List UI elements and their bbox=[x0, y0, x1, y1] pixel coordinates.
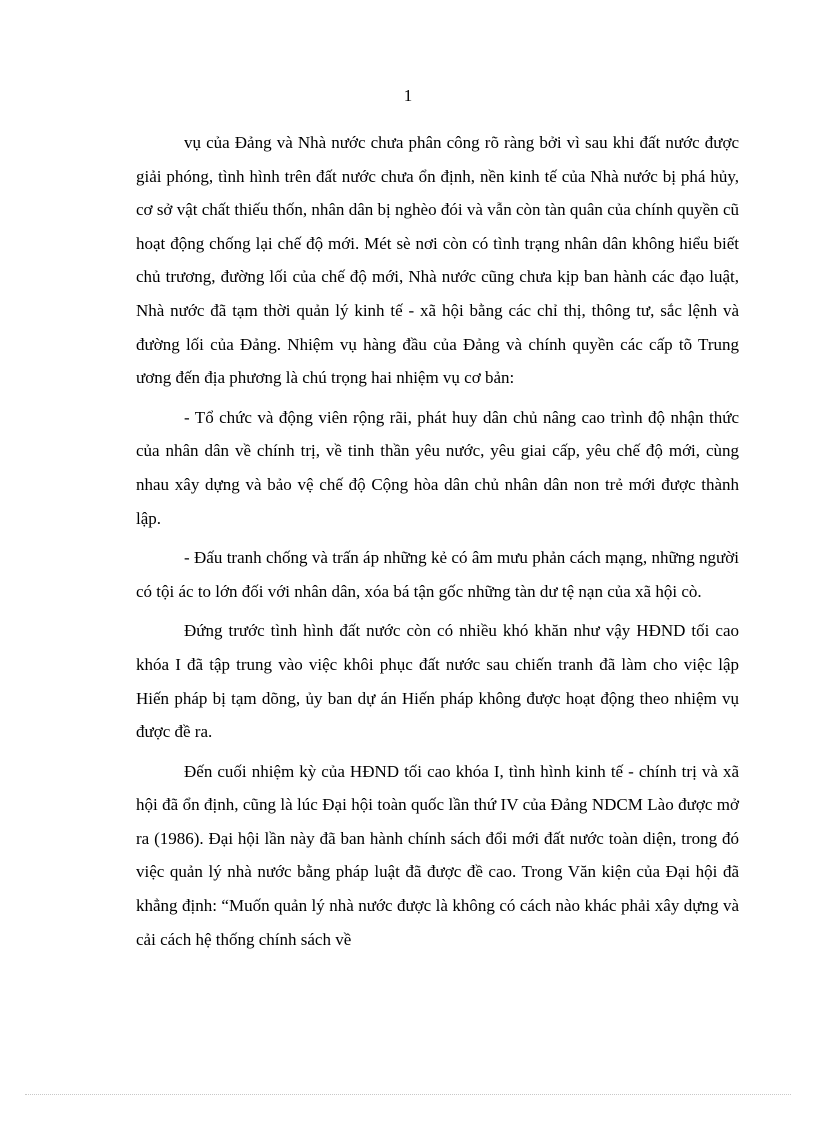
paragraph-congress-iv: Đến cuối nhiệm kỳ của HĐND tối cao khóa I, tình hình kinh tế - chính trị và xã hội đã ổn định, cũng là lúc Đại hội toàn quốc lần thứ IV của Đảng NDCM Lào được mở ra (1986). Đại hội lần này đã ban hành chính sách đổi mới đất nước toàn diện, trong đó việc quản lý nhà nước bằng pháp luật đã được đề cao. Trong Văn kiện của Đại hội đã khẳng định: “Muốn quản lý nhà nước được là không có cách nào khác phải xây dựng và cải cách hệ thống chính sách về bbox=[136, 761, 739, 949]
paragraph-task-1: - Tổ chức và động viên rộng rãi, phát huy dân chủ nâng cao trình độ nhận thức của nhân dân về chính trị, về tinh thần yêu nước, yêu giai cấp, yêu chế độ mới, cùng nhau xây dựng và bảo vệ chế độ Cộng hòa dân chủ nhân dân non trẻ mới được thành lập. bbox=[136, 407, 739, 528]
page-number: 1 bbox=[403, 86, 413, 105]
paragraph-task-2: - Đấu tranh chống và trấn áp những kẻ có âm mưu phản cách mạng, những người có tội ác to lớn đối với nhân dân, xóa bá tận gốc những tàn dư tệ nạn của xã hội cò. bbox=[136, 548, 739, 601]
paragraph-constitution-pause: Đứng trước tình hình đất nước còn có nhiều khó khăn như vậy HĐND tối cao khóa I đã tập trung vào việc khôi phục đất nước sau chiến tranh đã làm cho việc lập Hiến pháp bị tạm dõng, ủy ban dự án Hiến pháp không được hoạt động theo nhiệm vụ được đề ra. bbox=[136, 621, 739, 742]
page-bottom-divider bbox=[25, 1094, 791, 1095]
document-body bbox=[136, 126, 739, 956]
paragraph-context: vụ của Đảng và Nhà nước chưa phân công rõ ràng bởi vì sau khi đất nước được giải phóng, tình hình trên đất nước chưa ổn định, nền kinh tế của Nhà nước bị phá hủy, cơ sở vật chất thiếu thốn, nhân dân bị nghèo đói và vẫn còn tàn quân của chính quyền cũ hoạt động chống lại chế độ mới. Mét sè nơi còn có tình trạng nhân dân không hiểu biết chủ trương, đường lối của chế độ mới, Nhà nước cũng chưa kịp ban hành các đạo luật, Nhà nước đã tạm thời quản lý kinh tế - xã hội bằng các chỉ thị, thông tư, sắc lệnh và đường lối của Đảng. Nhiệm vụ hàng đầu của Đảng và chính quyền các cấp tõ Trung ương đến địa phương là chú trọng hai nhiệm vụ cơ bản: bbox=[136, 133, 739, 388]
